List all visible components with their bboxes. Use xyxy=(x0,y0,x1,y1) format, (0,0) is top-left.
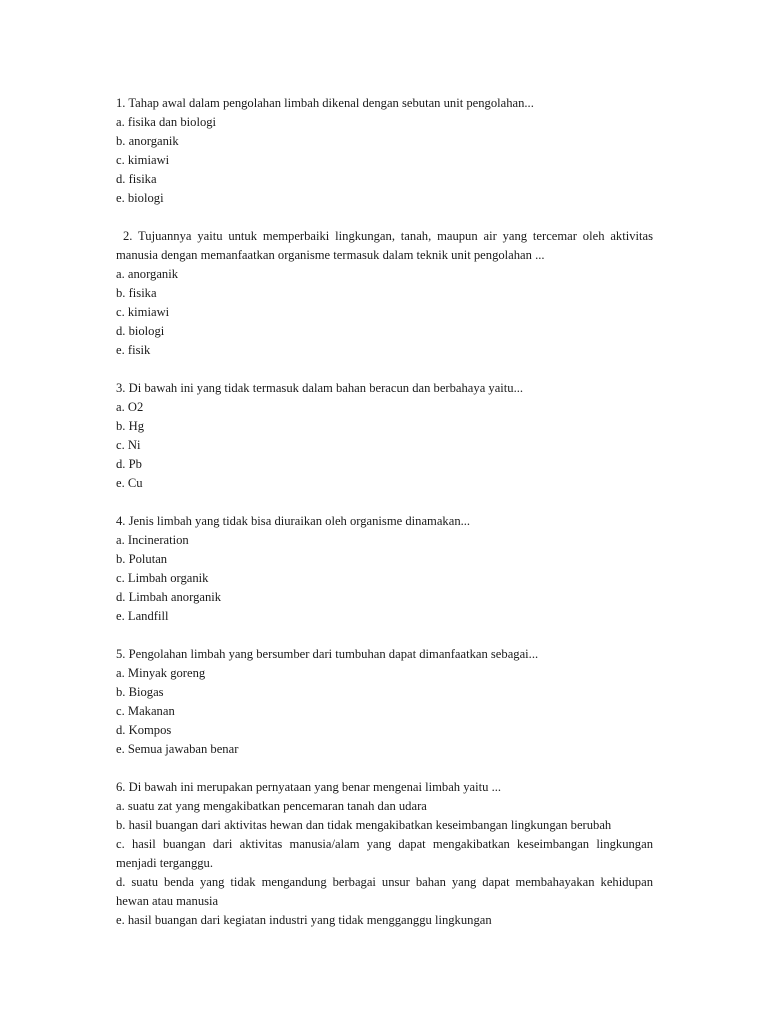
spacer xyxy=(116,626,653,645)
spacer xyxy=(116,208,653,227)
option-c: c. hasil buangan dari aktivitas manusia/alam yang dapat mengakibatkan keseimbangan lingkungan menjadi terganggu. xyxy=(116,837,653,870)
option-d: d. suatu benda yang tidak mengandung berbagai unsur bahan yang dapat membahayakan kehidupan hewan atau manusia xyxy=(116,875,653,908)
option-c: c. Limbah organik xyxy=(116,571,209,585)
option-a: a. Incineration xyxy=(116,533,189,547)
option-d: d. Pb xyxy=(116,457,142,471)
option-c: c. kimiawi xyxy=(116,305,170,319)
option-e: e. Landfill xyxy=(116,609,169,623)
spacer xyxy=(116,493,653,512)
option-a: a. Minyak goreng xyxy=(116,666,206,680)
question-text: 4. Jenis limbah yang tidak bisa diuraikan oleh organisme dinamakan... xyxy=(116,514,471,528)
question-1 xyxy=(116,94,653,208)
spacer xyxy=(116,360,653,379)
question-4 xyxy=(116,512,653,626)
option-e: e. hasil buangan dari kegiatan industri yang tidak mengganggu lingkungan xyxy=(116,913,492,927)
question-3 xyxy=(116,379,653,493)
option-b: b. fisika xyxy=(116,286,157,300)
option-e: e. biologi xyxy=(116,191,164,205)
question-text: 1. Tahap awal dalam pengolahan limbah dikenal dengan sebutan unit pengolahan... xyxy=(116,96,534,110)
option-b: b. Hg xyxy=(116,419,144,433)
option-a: a. anorganik xyxy=(116,267,179,281)
option-b: b. Biogas xyxy=(116,685,164,699)
option-d: d. fisika xyxy=(116,172,157,186)
question-text: 3. Di bawah ini yang tidak termasuk dalam bahan beracun dan berbahaya yaitu... xyxy=(116,381,524,395)
option-d: d. Kompos xyxy=(116,723,172,737)
option-a: a. O2 xyxy=(116,400,144,414)
option-c: c. kimiawi xyxy=(116,153,170,167)
option-d: d. Limbah anorganik xyxy=(116,590,222,604)
question-text: 2. Tujuannya yaitu untuk memperbaiki lingkungan, tanah, maupun air yang tercemar oleh aktivitas manusia dengan memanfaatkan organisme termasuk dalam teknik unit pengolahan ... xyxy=(116,229,653,262)
option-b: b. hasil buangan dari aktivitas hewan dan tidak mengakibatkan keseimbangan lingkungan berubah xyxy=(116,818,612,832)
question-2 xyxy=(116,227,653,360)
option-a: a. suatu zat yang mengakibatkan pencemaran tanah dan udara xyxy=(116,799,427,813)
question-5 xyxy=(116,645,653,759)
option-e: e. Cu xyxy=(116,476,143,490)
option-c: c. Makanan xyxy=(116,704,175,718)
option-e: e. fisik xyxy=(116,343,151,357)
option-b: b. Polutan xyxy=(116,552,168,566)
question-6 xyxy=(116,778,653,930)
document-page xyxy=(116,94,653,930)
option-d: d. biologi xyxy=(116,324,165,338)
option-e: e. Semua jawaban benar xyxy=(116,742,239,756)
question-text: 6. Di bawah ini merupakan pernyataan yang benar mengenai limbah yaitu ... xyxy=(116,780,502,794)
option-b: b. anorganik xyxy=(116,134,179,148)
option-c: c. Ni xyxy=(116,438,141,452)
spacer xyxy=(116,759,653,778)
question-text: 5. Pengolahan limbah yang bersumber dari tumbuhan dapat dimanfaatkan sebagai... xyxy=(116,647,539,661)
option-a: a. fisika dan biologi xyxy=(116,115,217,129)
